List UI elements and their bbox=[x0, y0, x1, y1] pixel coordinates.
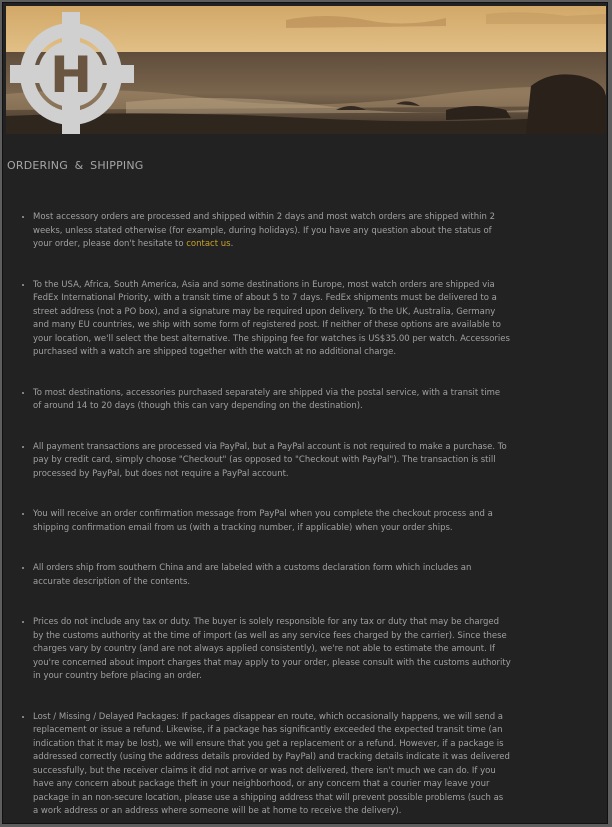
contact-us-link[interactable]: contact us bbox=[186, 239, 231, 249]
list-item: • Prices do not include any tax or duty. The buyer is solely responsible for any tax or duty that may be charged by the customs authority at the time of import (as well as any service fees charged by the carrier). Since these charges vary by country (and are not always applied consistently), we're not able to estimate the amount. If you're concerned about import charges that may apply to your order, please consult with the customs authority in your country before placing an order. bbox=[33, 616, 511, 684]
list-item: • All orders ship from southern China and are labeled with a customs declaration form which includes an accurate description of the contents. bbox=[33, 562, 511, 589]
item-text: Most accessory orders are processed and shipped within 2 days and most watch orders are shipped within 2 weeks, unless stated otherwise (for example, during holidays). If you have any question about the status of your order, please don't hesitate to bbox=[33, 212, 495, 249]
list-item: • All payment transactions are processed via PayPal, but a PayPal account is not required to make a purchase. To pay by credit card, simply choose "Checkout" (as opposed to "Checkout with PayPal"). The transaction is still processed by PayPal, but does not require a PayPal account. bbox=[33, 441, 511, 482]
list-item: • To most destinations, accessories purchased separately are shipped via the postal service, with a transit time of around 14 to 20 days (though this can vary depending on the destination). bbox=[33, 387, 511, 414]
list-item: • Lost / Missing / Delayed Packages: If packages disappear en route, which occasionally happens, we will send a replacement or issue a refund. Likewise, if a package has significantly exceeded the expected transit time (an indication that it may be lost), we will ensure that you get a replacement or a refund. However, if a package is addressed correctly (using the address details provided by PayPal) and tracking details indicate it was delivered successfully, but the receiver claims it did not arrive or was not delivered, there isn't much we can do. If you have any concern about package theft in your neighborhood, or any concern that a courier may leave your package in an non-secure location, please use a shipping address that will prevent possible problems (such as a work address or an address where someone will be at home to receive the delivery). bbox=[33, 711, 511, 819]
logo-letter: H bbox=[50, 46, 92, 104]
item-text-end: . bbox=[230, 239, 234, 249]
list-item bbox=[33, 211, 511, 252]
list-item: • You will receive an order confirmation message from PayPal when you complete the checkout process and a shipping confirmation email from us (with a tracking number, if applicable) when your order ships. bbox=[33, 508, 511, 535]
header-banner bbox=[6, 6, 606, 134]
shipping-info-list bbox=[19, 211, 511, 824]
page-frame bbox=[2, 2, 608, 824]
page-title: ORDERING & SHIPPING bbox=[7, 159, 144, 172]
crosshair-logo-icon bbox=[10, 12, 134, 134]
list-item: • To the USA, Africa, South America, Asia and some destinations in Europe, most watch orders are shipped via FedEx International Priority, with a transit time of about 5 to 7 days. FedEx shipments must be delivered to a street address (not a PO box), and a signature may be required upon delivery. To the UK, Australia, Germany and many EU countries, we ship with some form of registered post. If neither of these options are available to your location, we'll select the best alternative. The shipping fee for watches is US$35.00 per watch. Accessories purchased with a watch are shipped together with the watch at no additional charge. bbox=[33, 279, 511, 360]
